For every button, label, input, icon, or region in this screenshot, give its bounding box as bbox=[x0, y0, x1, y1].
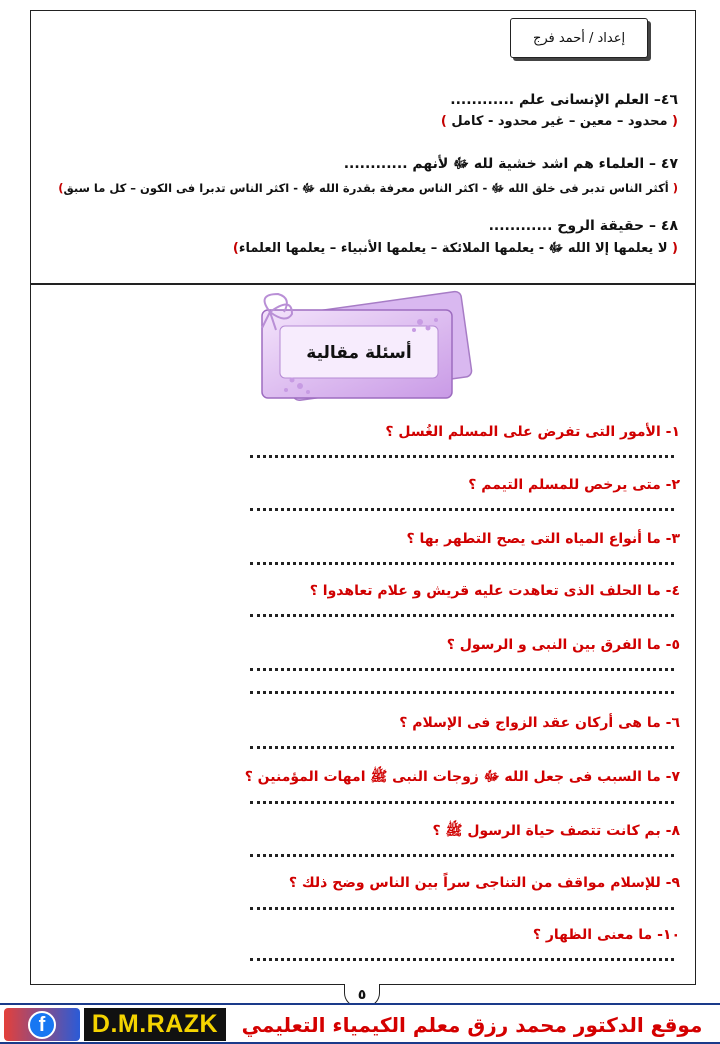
essay-question: ٢- متى يرخص للمسلم التيمم ؟ bbox=[468, 477, 680, 493]
facebook-icon: f bbox=[28, 1011, 56, 1039]
mcq-item bbox=[38, 218, 678, 259]
site-name: موقع الدكتور محمد رزق معلم الكيمياء التعليمي bbox=[241, 1012, 703, 1037]
essay-question: ٥- ما الفرق بين النبى و الرسول ؟ bbox=[446, 637, 680, 653]
mcq-question: ٤٨ – حقيقة الروح ............ bbox=[488, 218, 678, 234]
answer-line[interactable] bbox=[250, 854, 674, 857]
section-title: أسئلة مقالية bbox=[306, 343, 412, 363]
mcq-question: ٤٦– العلم الإنسانى علم ............ bbox=[450, 92, 678, 108]
essay-question: ٧- ما السبب فى جعل الله ﷻ زوجات النبى ﷺ امهات المؤمنين ؟ bbox=[244, 769, 680, 785]
answer-line[interactable] bbox=[250, 907, 674, 910]
answer-line[interactable] bbox=[250, 668, 674, 671]
essay-question: ١٠- ما معنى الظهار ؟ bbox=[532, 927, 680, 943]
essay-question: ٨- بم كانت تتصف حياة الرسول ﷺ ؟ bbox=[432, 823, 680, 839]
section-title-badge bbox=[240, 282, 480, 414]
essay-question: ١- الأمور التى تفرض على المسلم الغُسل ؟ bbox=[385, 424, 680, 440]
facebook-link[interactable] bbox=[4, 1008, 80, 1041]
mcq-item bbox=[38, 92, 678, 129]
essay-question: ٤- ما الحلف الذى تعاهدت عليه قريش و علام تعاهدوا ؟ bbox=[309, 583, 680, 599]
answer-line[interactable] bbox=[250, 691, 674, 694]
answer-line[interactable] bbox=[250, 455, 674, 458]
answer-line[interactable] bbox=[250, 801, 674, 804]
essay-question: ٩- للإسلام مواقف من التناجى سراً بين الناس وضح ذلك ؟ bbox=[288, 875, 680, 891]
brand-logo: D.M.RAZK bbox=[84, 1008, 226, 1041]
mcq-options: ( أكثر الناس تدبر فى خلق الله ﷻ - اكثر الناس معرفة بقدرة الله ﷻ - اكثر الناس تدبرا فى الكون – كل ما سبق) bbox=[58, 181, 678, 195]
mcq-options: ( لا يعلمها إلا الله ﷻ - يعلمها الملائكة – يعلمها الأنبياء – يعلمها العلماء) bbox=[232, 241, 678, 256]
answer-line[interactable] bbox=[250, 508, 674, 511]
page-number: ٥ bbox=[344, 984, 380, 1007]
mcq-question: ٤٧ – العلماء هم اشد خشية لله ﷻ لأنهم ............ bbox=[343, 156, 678, 172]
answer-line[interactable] bbox=[250, 958, 674, 961]
answer-line[interactable] bbox=[250, 746, 674, 749]
author-box bbox=[510, 18, 648, 58]
mcq-item bbox=[38, 155, 678, 198]
answer-line[interactable] bbox=[250, 614, 674, 617]
footer-banner bbox=[0, 1003, 720, 1044]
essay-question: ٣- ما أنواع المياه التى يصح التطهر بها ؟ bbox=[406, 531, 680, 547]
author-label: إعداد / أحمد فرج bbox=[532, 30, 626, 46]
answer-line[interactable] bbox=[250, 562, 674, 565]
essay-question: ٦- ما هى أركان عقد الزواج فى الإسلام ؟ bbox=[399, 715, 680, 731]
mcq-options: ( محدود – معين – غير محدود - كامل ) bbox=[440, 114, 678, 129]
